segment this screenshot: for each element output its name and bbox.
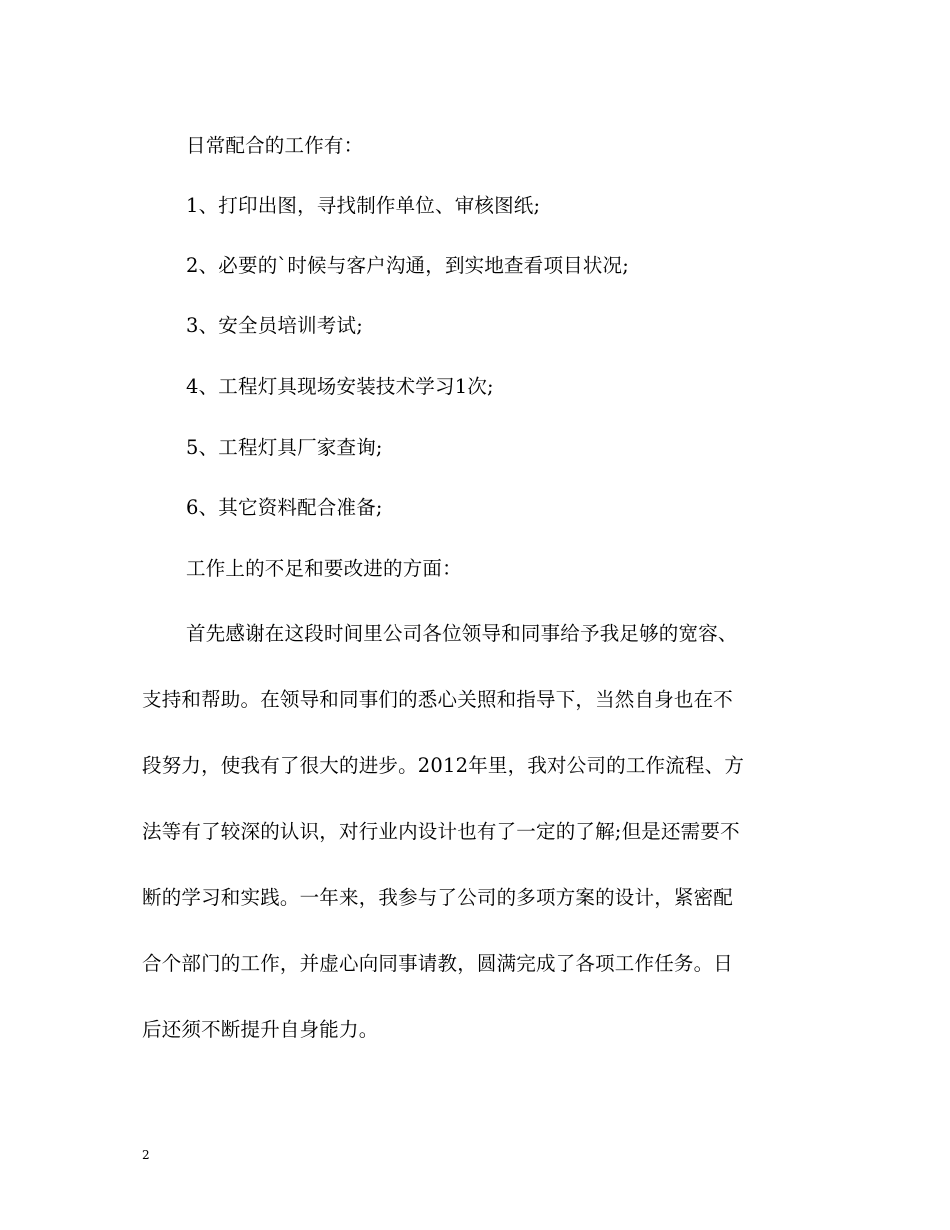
- page-number: 2: [142, 1148, 150, 1162]
- paragraph-line: 断的学习和实践。一年来，我参与了公司的多项方案的设计，紧密配: [142, 886, 734, 909]
- list-item: 1、打印出图，寻找制作单位、审核图纸;: [186, 194, 541, 217]
- intro-heading: 日常配合的工作有：: [186, 134, 364, 157]
- paragraph-line: 合个部门的工作，并虚心向同事请教，圆满完成了各项工作任务。日: [142, 952, 734, 975]
- list-item: 4、工程灯具现场安装技术学习1次;: [186, 375, 494, 398]
- list-item: 5、工程灯具厂家查询;: [186, 436, 383, 459]
- improvement-heading: 工作上的不足和要改进的方面：: [186, 557, 462, 580]
- paragraph-line: 段努力，使我有了很大的进步。2012年里，我对公司的工作流程、方: [142, 754, 745, 777]
- list-item: 3、安全员培训考试;: [186, 314, 363, 337]
- paragraph-line: 后还须不断提升自身能力。: [142, 1018, 379, 1041]
- paragraph-line: 首先感谢在这段时间里公司各位领导和同事给予我足够的宽容、: [186, 622, 738, 645]
- list-item: 6、其它资料配合准备;: [186, 496, 383, 519]
- paragraph-line: 法等有了较深的认识，对行业内设计也有了一定的了解;但是还需要不: [142, 820, 740, 843]
- list-item: 2、必要的`时候与客户沟通，到实地查看项目状况;: [186, 254, 630, 277]
- paragraph-line: 支持和帮助。在领导和同事们的悉心关照和指导下，当然自身也在不: [142, 688, 734, 711]
